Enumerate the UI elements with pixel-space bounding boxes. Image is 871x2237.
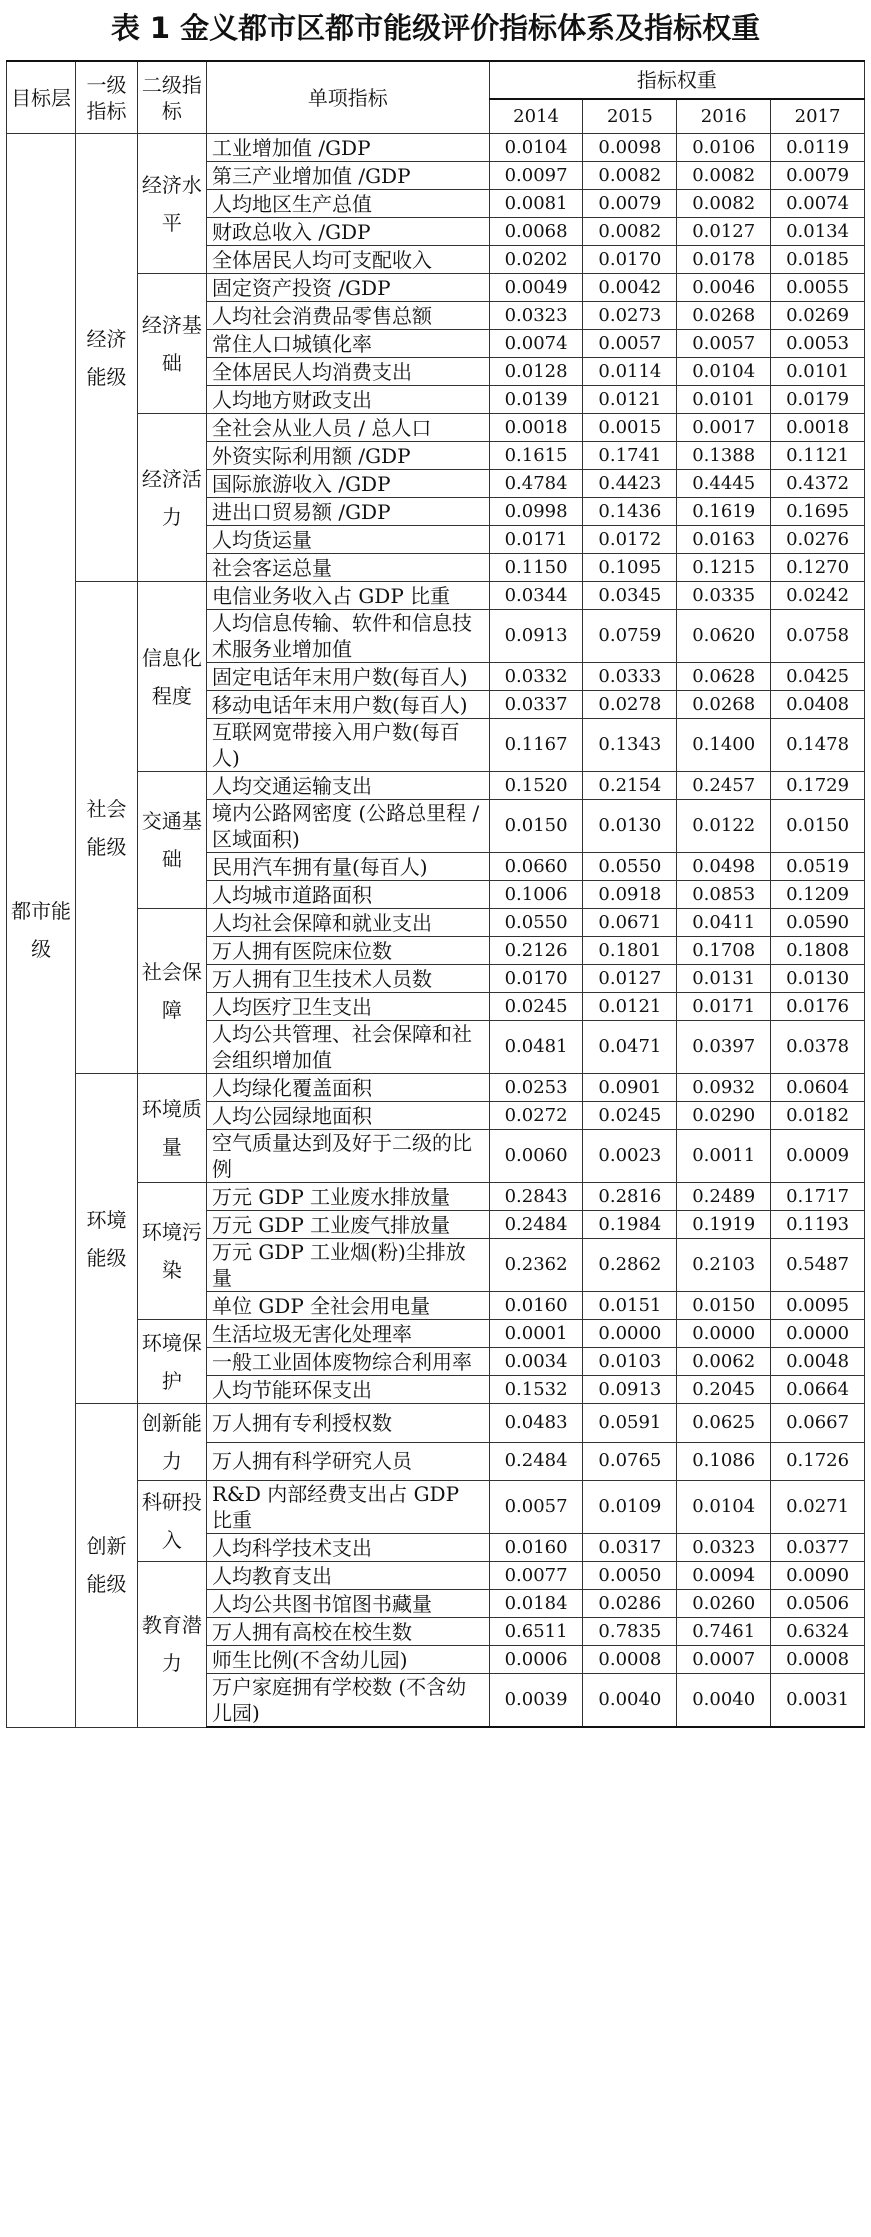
weight-cell: 0.0109: [583, 1481, 677, 1534]
weight-cell: 0.0758: [771, 610, 865, 663]
weight-cell: 0.0048: [771, 1348, 865, 1376]
level2-cell: 环境质量: [137, 1074, 206, 1183]
weight-cell: 0.0628: [677, 663, 771, 691]
level2-cell: 交通基础: [137, 772, 206, 909]
weight-cell: 0.0008: [771, 1646, 865, 1674]
weight-cell: 0.0176: [771, 993, 865, 1021]
header-level1: 一级指标: [76, 61, 138, 134]
weight-cell: 0.0378: [771, 1021, 865, 1074]
weight-cell: 0.0079: [583, 190, 677, 218]
weight-cell: 0.1729: [771, 772, 865, 800]
indicator-cell: 万户家庭拥有学校数 (不含幼儿园): [206, 1674, 489, 1728]
weight-cell: 0.0134: [771, 218, 865, 246]
weight-cell: 0.0000: [677, 1320, 771, 1348]
weight-cell: 0.0094: [677, 1562, 771, 1590]
weight-cell: 0.0276: [771, 526, 865, 554]
weight-cell: 0.0519: [771, 853, 865, 881]
level2-cell: 科研投入: [137, 1481, 206, 1562]
weight-cell: 0.0913: [489, 610, 583, 663]
weight-cell: 0.1695: [771, 498, 865, 526]
indicator-cell: 万元 GDP 工业烟(粉)尘排放量: [206, 1239, 489, 1292]
weight-cell: 0.0179: [771, 386, 865, 414]
table-row: [7, 134, 865, 162]
weight-cell: 0.0034: [489, 1348, 583, 1376]
weight-cell: 0.0271: [771, 1481, 865, 1534]
weight-cell: 0.0160: [489, 1292, 583, 1320]
weight-cell: 0.0068: [489, 218, 583, 246]
indicator-cell: 社会客运总量: [206, 554, 489, 582]
weight-cell: 0.0015: [583, 414, 677, 442]
indicator-cell: R&D 内部经费支出占 GDP 比重: [206, 1481, 489, 1534]
weight-cell: 0.0178: [677, 246, 771, 274]
weight-cell: 0.1086: [677, 1442, 771, 1481]
weight-cell: 0.0620: [677, 610, 771, 663]
indicator-cell: 人均绿化覆盖面积: [206, 1074, 489, 1102]
weight-cell: 0.0106: [677, 134, 771, 162]
indicator-cell: 外资实际利用额 /GDP: [206, 442, 489, 470]
weight-cell: 0.1193: [771, 1211, 865, 1239]
weight-cell: 0.0253: [489, 1074, 583, 1102]
indicator-cell: 人均社会消费品零售总额: [206, 302, 489, 330]
weight-cell: 0.0998: [489, 498, 583, 526]
indicator-cell: 万元 GDP 工业废气排放量: [206, 1211, 489, 1239]
weight-cell: 0.0057: [583, 330, 677, 358]
weight-cell: 0.5487: [771, 1239, 865, 1292]
weight-cell: 0.1006: [489, 881, 583, 909]
weight-cell: 0.0182: [771, 1102, 865, 1130]
weight-cell: 0.1209: [771, 881, 865, 909]
weight-cell: 0.4784: [489, 470, 583, 498]
weight-cell: 0.0023: [583, 1130, 677, 1183]
weight-cell: 0.2489: [677, 1183, 771, 1211]
header-level2: 二级指标: [137, 61, 206, 134]
weight-cell: 0.0765: [583, 1442, 677, 1481]
weight-cell: 0.0103: [583, 1348, 677, 1376]
indicator-cell: 一般工业固体废物综合利用率: [206, 1348, 489, 1376]
table-row: [7, 1074, 865, 1102]
indicator-cell: 第三产业增加值 /GDP: [206, 162, 489, 190]
weight-cell: 0.1808: [771, 937, 865, 965]
weight-cell: 0.0245: [583, 1102, 677, 1130]
target-layer-cell: 都市能级: [7, 134, 76, 1728]
indicator-cell: 电信业务收入占 GDP 比重: [206, 582, 489, 610]
weight-cell: 0.0082: [583, 162, 677, 190]
indicator-cell: 人均科学技术支出: [206, 1534, 489, 1562]
weight-cell: 0.0171: [489, 526, 583, 554]
indicator-cell: 民用汽车拥有量(每百人): [206, 853, 489, 881]
weight-cell: 0.0590: [771, 909, 865, 937]
weight-cell: 0.0172: [583, 526, 677, 554]
indicator-cell: 万人拥有高校在校生数: [206, 1618, 489, 1646]
weight-cell: 0.0046: [677, 274, 771, 302]
weight-cell: 0.0095: [771, 1292, 865, 1320]
indicator-cell: 人均城市道路面积: [206, 881, 489, 909]
indicator-cell: 国际旅游收入 /GDP: [206, 470, 489, 498]
weight-cell: 0.0150: [771, 800, 865, 853]
weight-cell: 0.0031: [771, 1674, 865, 1728]
level2-cell: 环境保护: [137, 1320, 206, 1404]
weight-cell: 0.6511: [489, 1618, 583, 1646]
indicator-cell: 空气质量达到及好于二级的比例: [206, 1130, 489, 1183]
weight-cell: 0.0104: [677, 1481, 771, 1534]
weight-cell: 0.0483: [489, 1404, 583, 1443]
indicator-weight-table: [6, 60, 865, 1728]
weight-cell: 0.0060: [489, 1130, 583, 1183]
weight-cell: 0.4423: [583, 470, 677, 498]
header-weights: 指标权重: [489, 61, 864, 99]
level1-cell: 经济能级: [76, 134, 138, 582]
weight-cell: 0.0122: [677, 800, 771, 853]
weight-cell: 0.0323: [677, 1534, 771, 1562]
header-year: 2017: [771, 99, 865, 134]
indicator-cell: 工业增加值 /GDP: [206, 134, 489, 162]
weight-cell: 0.0272: [489, 1102, 583, 1130]
weight-cell: 0.0671: [583, 909, 677, 937]
weight-cell: 0.0278: [583, 691, 677, 719]
weight-cell: 0.0344: [489, 582, 583, 610]
weight-cell: 0.0082: [583, 218, 677, 246]
weight-cell: 0.2816: [583, 1183, 677, 1211]
weight-cell: 0.2484: [489, 1442, 583, 1481]
weight-cell: 0.0121: [583, 993, 677, 1021]
indicator-cell: 人均教育支出: [206, 1562, 489, 1590]
weight-cell: 0.0591: [583, 1404, 677, 1443]
level1-cell: 环境能级: [76, 1074, 138, 1404]
weight-cell: 0.0018: [771, 414, 865, 442]
weight-cell: 0.0550: [489, 909, 583, 937]
weight-cell: 0.1478: [771, 719, 865, 772]
weight-cell: 0.2154: [583, 772, 677, 800]
indicator-cell: 财政总收入 /GDP: [206, 218, 489, 246]
weight-cell: 0.0269: [771, 302, 865, 330]
weight-cell: 0.0498: [677, 853, 771, 881]
weight-cell: 0.0397: [677, 1021, 771, 1074]
level2-cell: 经济基础: [137, 274, 206, 414]
weight-cell: 0.0664: [771, 1376, 865, 1404]
weight-cell: 0.0104: [677, 358, 771, 386]
level2-cell: 经济水平: [137, 134, 206, 274]
weight-cell: 0.0007: [677, 1646, 771, 1674]
header-year: 2014: [489, 99, 583, 134]
weight-cell: 0.0150: [677, 1292, 771, 1320]
weight-cell: 0.0290: [677, 1102, 771, 1130]
weight-cell: 0.0042: [583, 274, 677, 302]
weight-cell: 0.1343: [583, 719, 677, 772]
weight-cell: 0.0130: [771, 965, 865, 993]
weight-cell: 0.0114: [583, 358, 677, 386]
weight-cell: 0.0170: [489, 965, 583, 993]
indicator-cell: 万人拥有卫生技术人员数: [206, 965, 489, 993]
indicator-cell: 人均公共图书馆图书藏量: [206, 1590, 489, 1618]
weight-cell: 0.0345: [583, 582, 677, 610]
level2-cell: 经济活力: [137, 414, 206, 582]
level2-cell: 社会保障: [137, 909, 206, 1074]
weight-cell: 0.0333: [583, 663, 677, 691]
weight-cell: 0.0055: [771, 274, 865, 302]
weight-cell: 0.0242: [771, 582, 865, 610]
weight-cell: 0.0081: [489, 190, 583, 218]
level2-cell: 环境污染: [137, 1183, 206, 1320]
weight-cell: 0.0918: [583, 881, 677, 909]
weight-cell: 0.0660: [489, 853, 583, 881]
indicator-cell: 移动电话年末用户数(每百人): [206, 691, 489, 719]
weight-cell: 0.0260: [677, 1590, 771, 1618]
weight-cell: 0.0090: [771, 1562, 865, 1590]
weight-cell: 0.0323: [489, 302, 583, 330]
level1-cell: 社会能级: [76, 582, 138, 1074]
weight-cell: 0.0268: [677, 691, 771, 719]
weight-cell: 0.0049: [489, 274, 583, 302]
weight-cell: 0.0163: [677, 526, 771, 554]
weight-cell: 0.0506: [771, 1590, 865, 1618]
indicator-cell: 单位 GDP 全社会用电量: [206, 1292, 489, 1320]
weight-cell: 0.0317: [583, 1534, 677, 1562]
indicator-cell: 全体居民人均消费支出: [206, 358, 489, 386]
weight-cell: 0.1270: [771, 554, 865, 582]
weight-cell: 0.0377: [771, 1534, 865, 1562]
weight-cell: 0.0853: [677, 881, 771, 909]
weight-cell: 0.0411: [677, 909, 771, 937]
weight-cell: 0.0332: [489, 663, 583, 691]
indicator-cell: 人均节能环保支出: [206, 1376, 489, 1404]
weight-cell: 0.0079: [771, 162, 865, 190]
indicator-cell: 固定资产投资 /GDP: [206, 274, 489, 302]
weight-cell: 0.0062: [677, 1348, 771, 1376]
weight-cell: 0.0082: [677, 162, 771, 190]
weight-cell: 0.0185: [771, 246, 865, 274]
weight-cell: 0.1741: [583, 442, 677, 470]
weight-cell: 0.0667: [771, 1404, 865, 1443]
weight-cell: 0.0017: [677, 414, 771, 442]
weight-cell: 0.0039: [489, 1674, 583, 1728]
weight-cell: 0.0040: [677, 1674, 771, 1728]
weight-cell: 0.0171: [677, 993, 771, 1021]
weight-cell: 0.0625: [677, 1404, 771, 1443]
weight-cell: 0.1532: [489, 1376, 583, 1404]
indicator-cell: 互联网宽带接入用户数(每百人): [206, 719, 489, 772]
weight-cell: 0.0150: [489, 800, 583, 853]
indicator-cell: 万元 GDP 工业废水排放量: [206, 1183, 489, 1211]
indicator-cell: 全体居民人均可支配收入: [206, 246, 489, 274]
weight-cell: 0.1708: [677, 937, 771, 965]
indicator-cell: 人均交通运输支出: [206, 772, 489, 800]
weight-cell: 0.0286: [583, 1590, 677, 1618]
weight-cell: 0.0139: [489, 386, 583, 414]
weight-cell: 0.1520: [489, 772, 583, 800]
indicator-cell: 进出口贸易额 /GDP: [206, 498, 489, 526]
indicator-cell: 人均社会保障和就业支出: [206, 909, 489, 937]
weight-cell: 0.0604: [771, 1074, 865, 1102]
weight-cell: 0.4372: [771, 470, 865, 498]
indicator-cell: 人均公园绿地面积: [206, 1102, 489, 1130]
weight-cell: 0.2362: [489, 1239, 583, 1292]
weight-cell: 0.0759: [583, 610, 677, 663]
level2-cell: 信息化程度: [137, 582, 206, 772]
weight-cell: 0.0101: [677, 386, 771, 414]
indicator-cell: 人均货运量: [206, 526, 489, 554]
weight-cell: 0.0119: [771, 134, 865, 162]
table-title: 表 1 金义都市区都市能级评价指标体系及指标权重: [110, 11, 761, 45]
level1-cell: 创新能级: [76, 1404, 138, 1728]
weight-cell: 0.0160: [489, 1534, 583, 1562]
weight-cell: 0.2484: [489, 1211, 583, 1239]
weight-cell: 0.0009: [771, 1130, 865, 1183]
weight-cell: 0.1150: [489, 554, 583, 582]
indicator-cell: 人均医疗卫生支出: [206, 993, 489, 1021]
table-container: [6, 60, 865, 1728]
table-row: [7, 1404, 865, 1443]
weight-cell: 0.2103: [677, 1239, 771, 1292]
weight-cell: 0.0481: [489, 1021, 583, 1074]
weight-cell: 0.0018: [489, 414, 583, 442]
weight-cell: 0.1726: [771, 1442, 865, 1481]
weight-cell: 0.1436: [583, 498, 677, 526]
weight-cell: 0.7461: [677, 1618, 771, 1646]
indicator-cell: 万人拥有科学研究人员: [206, 1442, 489, 1481]
weight-cell: 0.0006: [489, 1646, 583, 1674]
weight-cell: 0.0170: [583, 246, 677, 274]
weight-cell: 0.0127: [583, 965, 677, 993]
weight-cell: 0.0335: [677, 582, 771, 610]
header-year: 2015: [583, 99, 677, 134]
indicator-cell: 人均信息传输、软件和信息技术服务业增加值: [206, 610, 489, 663]
weight-cell: 0.1619: [677, 498, 771, 526]
weight-cell: 0.0151: [583, 1292, 677, 1320]
weight-cell: 0.0074: [489, 330, 583, 358]
weight-cell: 0.1215: [677, 554, 771, 582]
indicator-cell: 境内公路网密度 (公路总里程 / 区域面积): [206, 800, 489, 853]
weight-cell: 0.0101: [771, 358, 865, 386]
weight-cell: 0.0008: [583, 1646, 677, 1674]
weight-cell: 0.0425: [771, 663, 865, 691]
indicator-cell: 万人拥有专利授权数: [206, 1404, 489, 1443]
weight-cell: 0.0074: [771, 190, 865, 218]
weight-cell: 0.6324: [771, 1618, 865, 1646]
weight-cell: 0.0053: [771, 330, 865, 358]
weight-cell: 0.1400: [677, 719, 771, 772]
weight-cell: 0.2457: [677, 772, 771, 800]
weight-cell: 0.1919: [677, 1211, 771, 1239]
indicator-cell: 生活垃圾无害化处理率: [206, 1320, 489, 1348]
weight-cell: 0.0130: [583, 800, 677, 853]
weight-cell: 0.0128: [489, 358, 583, 386]
weight-cell: 0.0901: [583, 1074, 677, 1102]
weight-cell: 0.0127: [677, 218, 771, 246]
weight-cell: 0.1717: [771, 1183, 865, 1211]
weight-cell: 0.0245: [489, 993, 583, 1021]
weight-cell: 0.1167: [489, 719, 583, 772]
weight-cell: 0.1388: [677, 442, 771, 470]
weight-cell: 0.2843: [489, 1183, 583, 1211]
weight-cell: 0.0408: [771, 691, 865, 719]
level2-cell: 教育潜力: [137, 1562, 206, 1728]
weight-cell: 0.1801: [583, 937, 677, 965]
weight-cell: 0.4445: [677, 470, 771, 498]
weight-cell: 0.0000: [583, 1320, 677, 1348]
weight-cell: 0.1121: [771, 442, 865, 470]
weight-cell: 0.0202: [489, 246, 583, 274]
weight-cell: 0.0082: [677, 190, 771, 218]
weight-cell: 0.0337: [489, 691, 583, 719]
weight-cell: 0.0550: [583, 853, 677, 881]
weight-cell: 0.0471: [583, 1021, 677, 1074]
weight-cell: 0.0057: [489, 1481, 583, 1534]
weight-cell: 0.0121: [583, 386, 677, 414]
weight-cell: 0.0932: [677, 1074, 771, 1102]
table-body: [7, 134, 865, 1728]
weight-cell: 0.2126: [489, 937, 583, 965]
weight-cell: 0.0268: [677, 302, 771, 330]
weight-cell: 0.0000: [771, 1320, 865, 1348]
weight-cell: 0.0184: [489, 1590, 583, 1618]
indicator-cell: 师生比例(不含幼儿园): [206, 1646, 489, 1674]
indicator-cell: 人均地区生产总值: [206, 190, 489, 218]
indicator-cell: 固定电话年末用户数(每百人): [206, 663, 489, 691]
indicator-cell: 人均公共管理、社会保障和社会组织增加值: [206, 1021, 489, 1074]
level2-cell: 创新能力: [137, 1404, 206, 1481]
weight-cell: 0.2862: [583, 1239, 677, 1292]
weight-cell: 0.0098: [583, 134, 677, 162]
weight-cell: 0.0077: [489, 1562, 583, 1590]
weight-cell: 0.0273: [583, 302, 677, 330]
weight-cell: 0.0097: [489, 162, 583, 190]
indicator-cell: 万人拥有医院床位数: [206, 937, 489, 965]
weight-cell: 0.1615: [489, 442, 583, 470]
header-target-layer: 目标层: [7, 61, 76, 134]
weight-cell: 0.0104: [489, 134, 583, 162]
weight-cell: 0.0050: [583, 1562, 677, 1590]
weight-cell: 0.2045: [677, 1376, 771, 1404]
weight-cell: 0.0011: [677, 1130, 771, 1183]
weight-cell: 0.0057: [677, 330, 771, 358]
weight-cell: 0.0913: [583, 1376, 677, 1404]
weight-cell: 0.0040: [583, 1674, 677, 1728]
table-header: [7, 61, 865, 134]
header-indicator: 单项指标: [206, 61, 489, 134]
indicator-cell: 全社会从业人员 / 总人口: [206, 414, 489, 442]
weight-cell: 0.7835: [583, 1618, 677, 1646]
header-year: 2016: [677, 99, 771, 134]
indicator-cell: 常住人口城镇化率: [206, 330, 489, 358]
weight-cell: 0.0001: [489, 1320, 583, 1348]
weight-cell: 0.1095: [583, 554, 677, 582]
weight-cell: 0.1984: [583, 1211, 677, 1239]
table-row: [7, 582, 865, 610]
weight-cell: 0.0131: [677, 965, 771, 993]
indicator-cell: 人均地方财政支出: [206, 386, 489, 414]
